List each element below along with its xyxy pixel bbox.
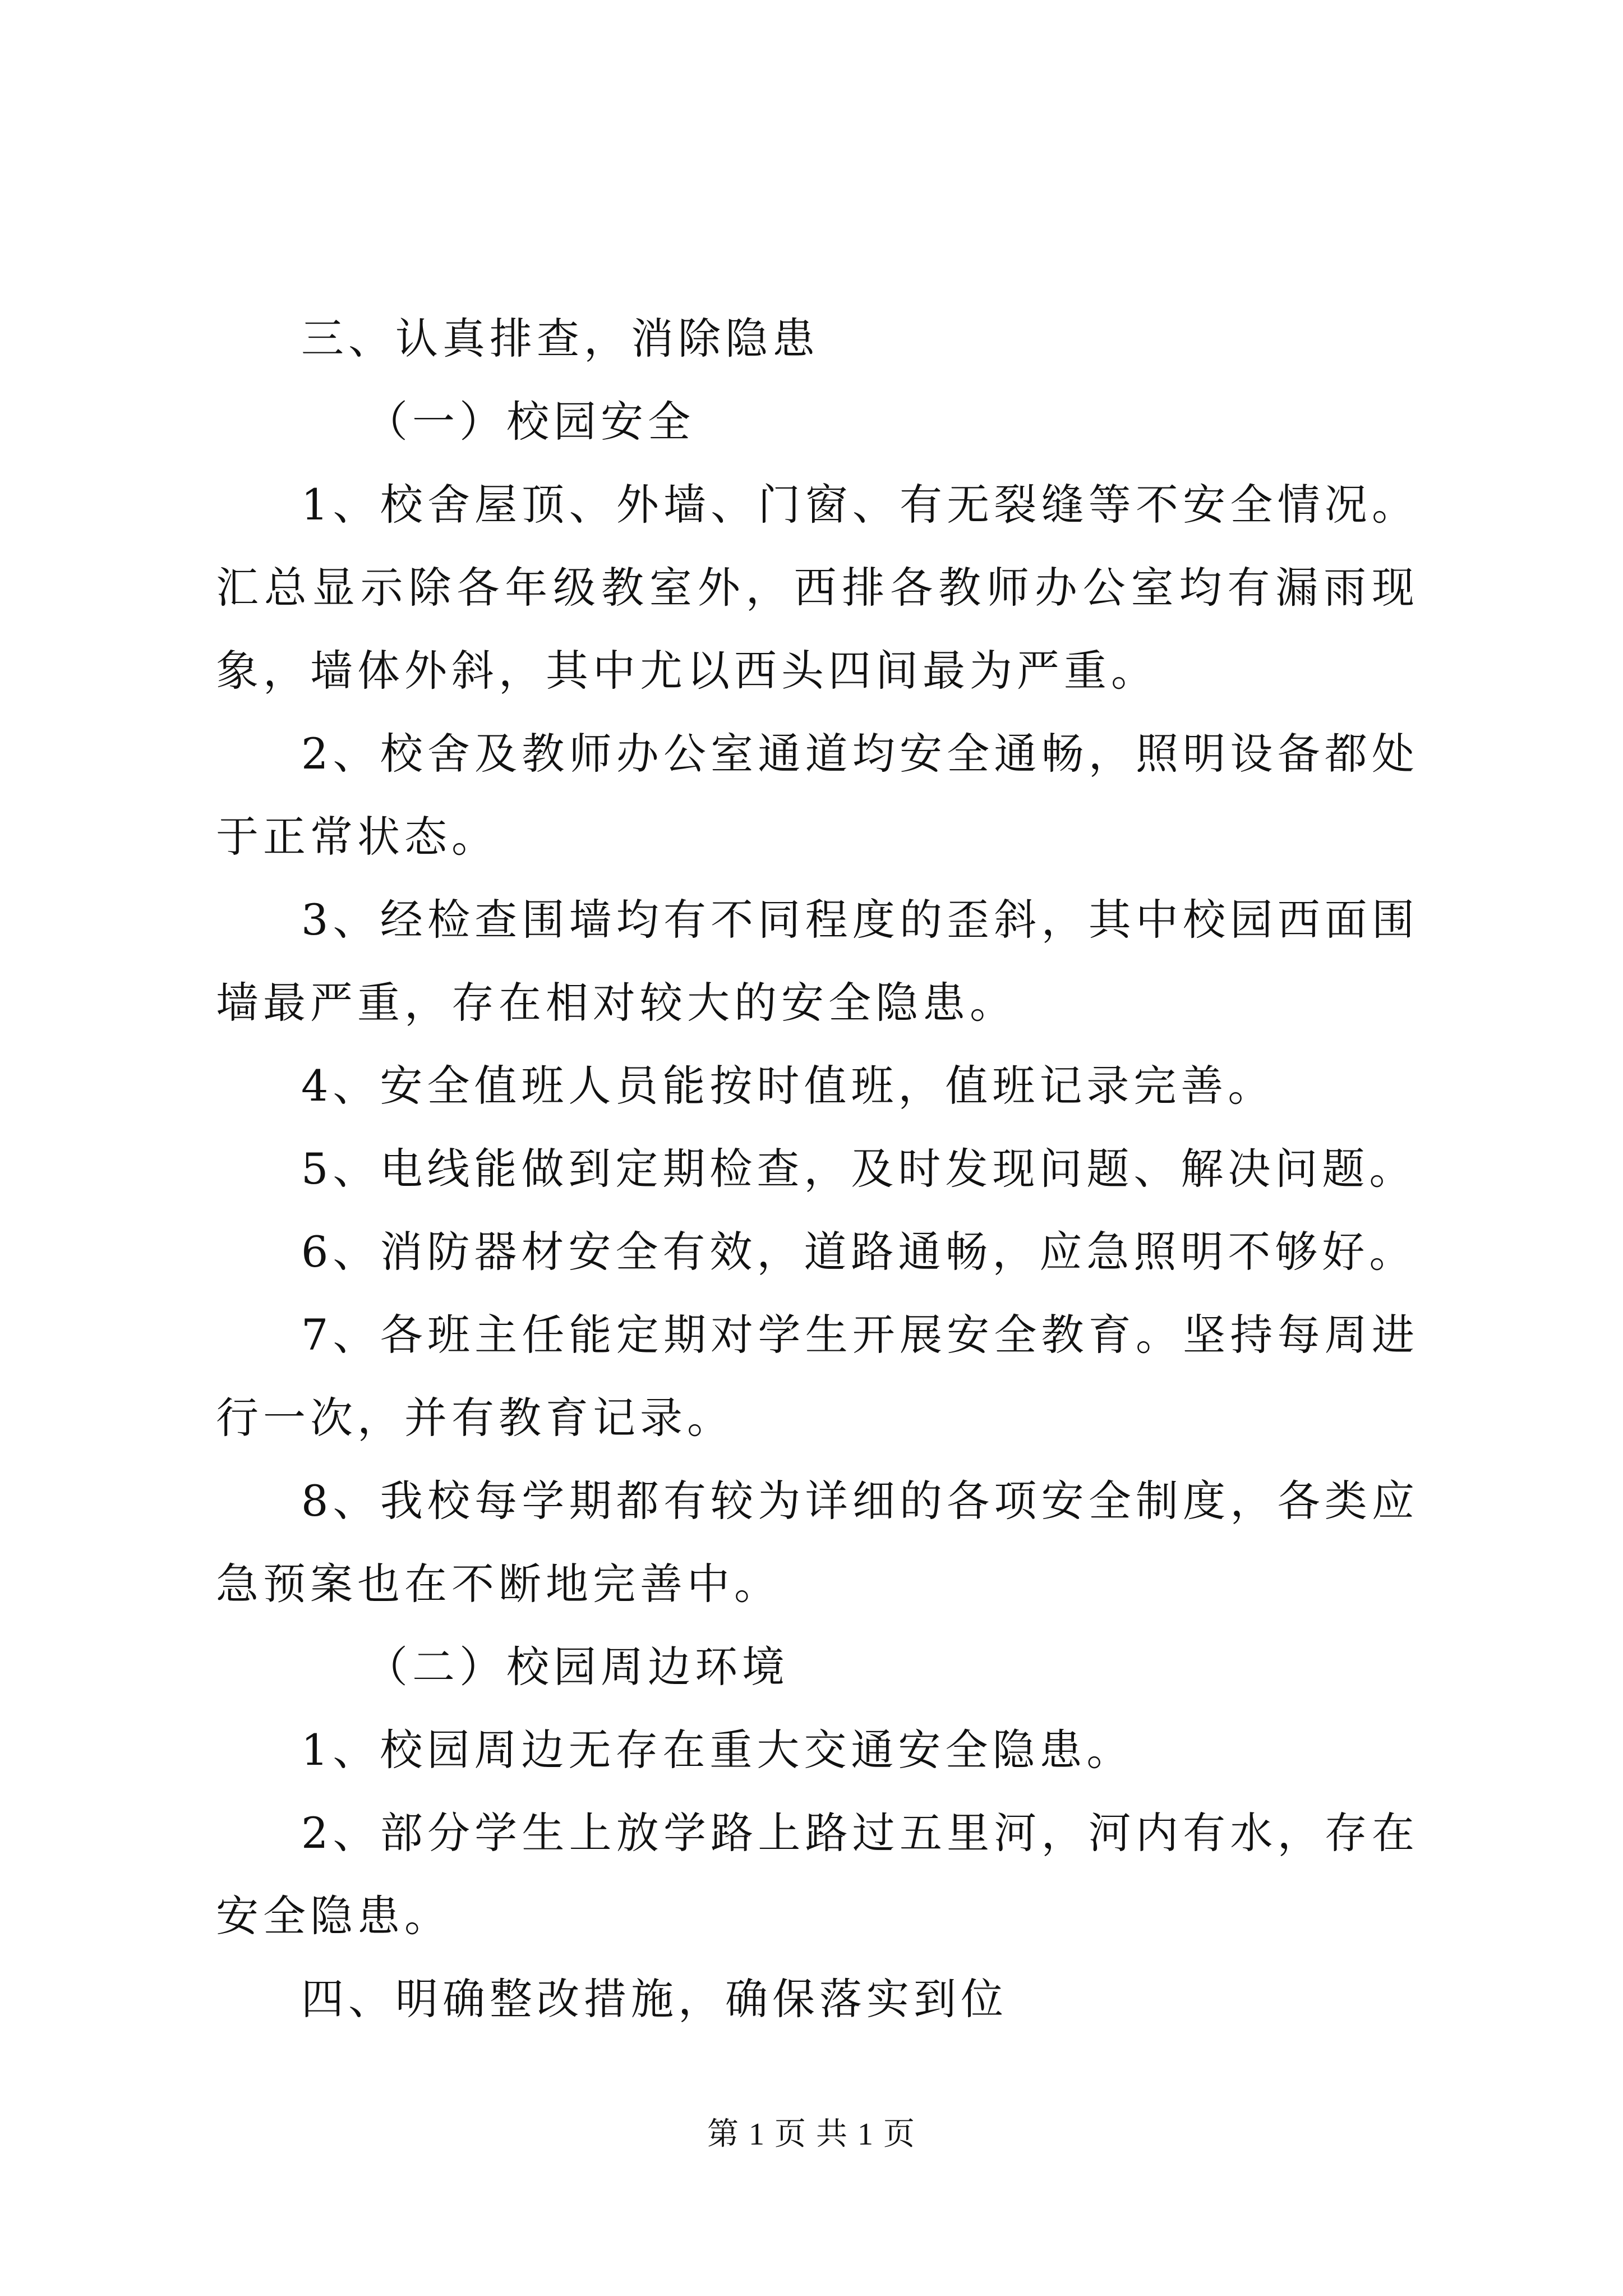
subsection-heading-1-text: （一）校园安全	[365, 397, 695, 447]
paragraph-item-5: 5、电线能做到定期检查，及时发现问题、解决问题。	[301, 1144, 1417, 1194]
section-heading-4: 四、明确整改措施，确保落实到位	[301, 1974, 1008, 2024]
paragraph-item-4: 4、安全值班人员能按时值班，值班记录完善。	[301, 1061, 1275, 1111]
paragraph-env-item-1: 1、校园周边无存在重大交通安全隐患。	[301, 1725, 1134, 1775]
paragraph-item-3: 3、经检查围墙均有不同程度的歪斜，其中校园西面围墙最严重，存在相对较大的安全隐患。	[216, 895, 1419, 1028]
paragraph-item-8: 8、我校每学期都有较为详细的各项安全制度，各类应急预案也在不断地完善中。	[216, 1476, 1419, 1609]
paragraph-item-2: 2、校舍及教师办公室通道均安全通畅，照明设备都处于正常状态。	[216, 729, 1419, 862]
paragraph-env-item-2: 2、部分学生上放学路上路过五里河，河内有水，存在安全隐患。	[216, 1808, 1419, 1941]
subsection-heading-2-text: （二）校园周边环境	[365, 1642, 789, 1692]
subsection-heading-2	[216, 1626, 1419, 1709]
subsection-heading-1	[216, 380, 1419, 463]
paragraph-item-7: 7、各班主任能定期对学生开展安全教育。坚持每周进行一次，并有教育记录。	[216, 1310, 1419, 1443]
paragraph-item-6: 6、消防器材安全有效，道路通畅，应急照明不够好。	[301, 1227, 1417, 1277]
section-heading-3: 三、认真排查，消除隐患	[301, 314, 819, 364]
document-body	[216, 297, 1419, 2041]
paragraph-item-1: 1、校舍屋顶、外墙、门窗、有无裂缝等不安全情况。汇总显示除各年级教室外，西排各教师办公室均有漏雨现象，墙体外斜，其中尤以西头四间最为严重。	[216, 480, 1419, 696]
page-footer: 第 1 页 共 1 页	[707, 2117, 916, 2152]
